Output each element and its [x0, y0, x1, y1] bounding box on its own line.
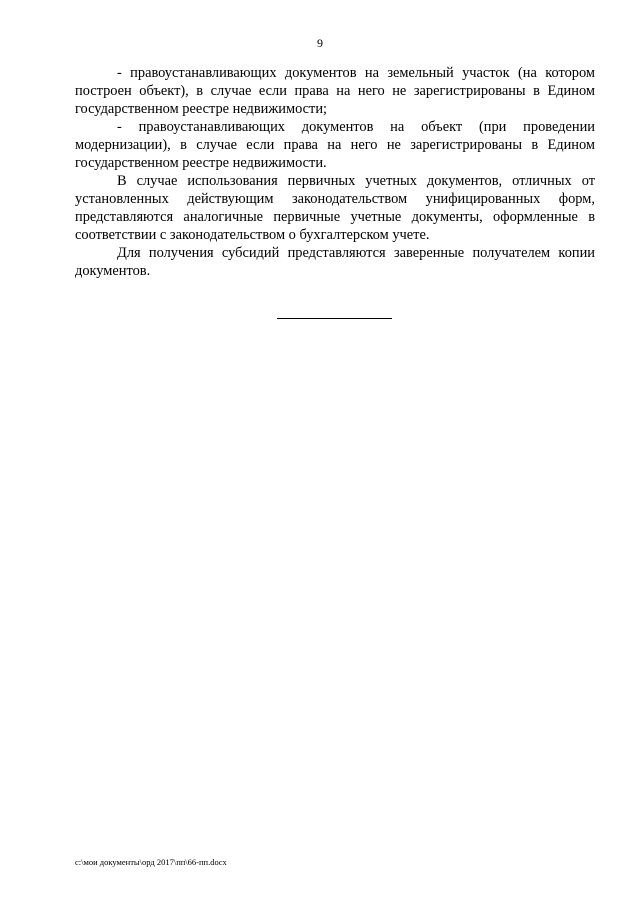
page-number: 9 — [317, 36, 323, 50]
paragraph-primary-documents: В случае использования первичных учетных документов, отличных от установленных действующим законодательством унифицированных форм, представляются аналогичные первичные учетные документы, оформленные в соответствии с законодательством о бухгалтерском учете. — [75, 173, 595, 243]
end-of-text-separator — [277, 318, 392, 319]
document-body — [75, 64, 595, 280]
paragraph-subsidy-copies: Для получения субсидий представляются заверенные получателем копии документов. — [75, 245, 595, 279]
footer-file-path: c:\мои документы\орд 2017\пп\66-пп.docx — [75, 857, 227, 867]
paragraph-object-documents: - правоустанавливающих документов на объект (при проведении модернизации), в случае если права на него не зарегистрированы в Едином государственном реестре недвижимости. — [75, 119, 595, 171]
paragraph-land-documents: - правоустанавливающих документов на земельный участок (на котором построен объект), в случае если права на него не зарегистрированы в Едином государственном реестре недвижимости; — [75, 65, 595, 117]
